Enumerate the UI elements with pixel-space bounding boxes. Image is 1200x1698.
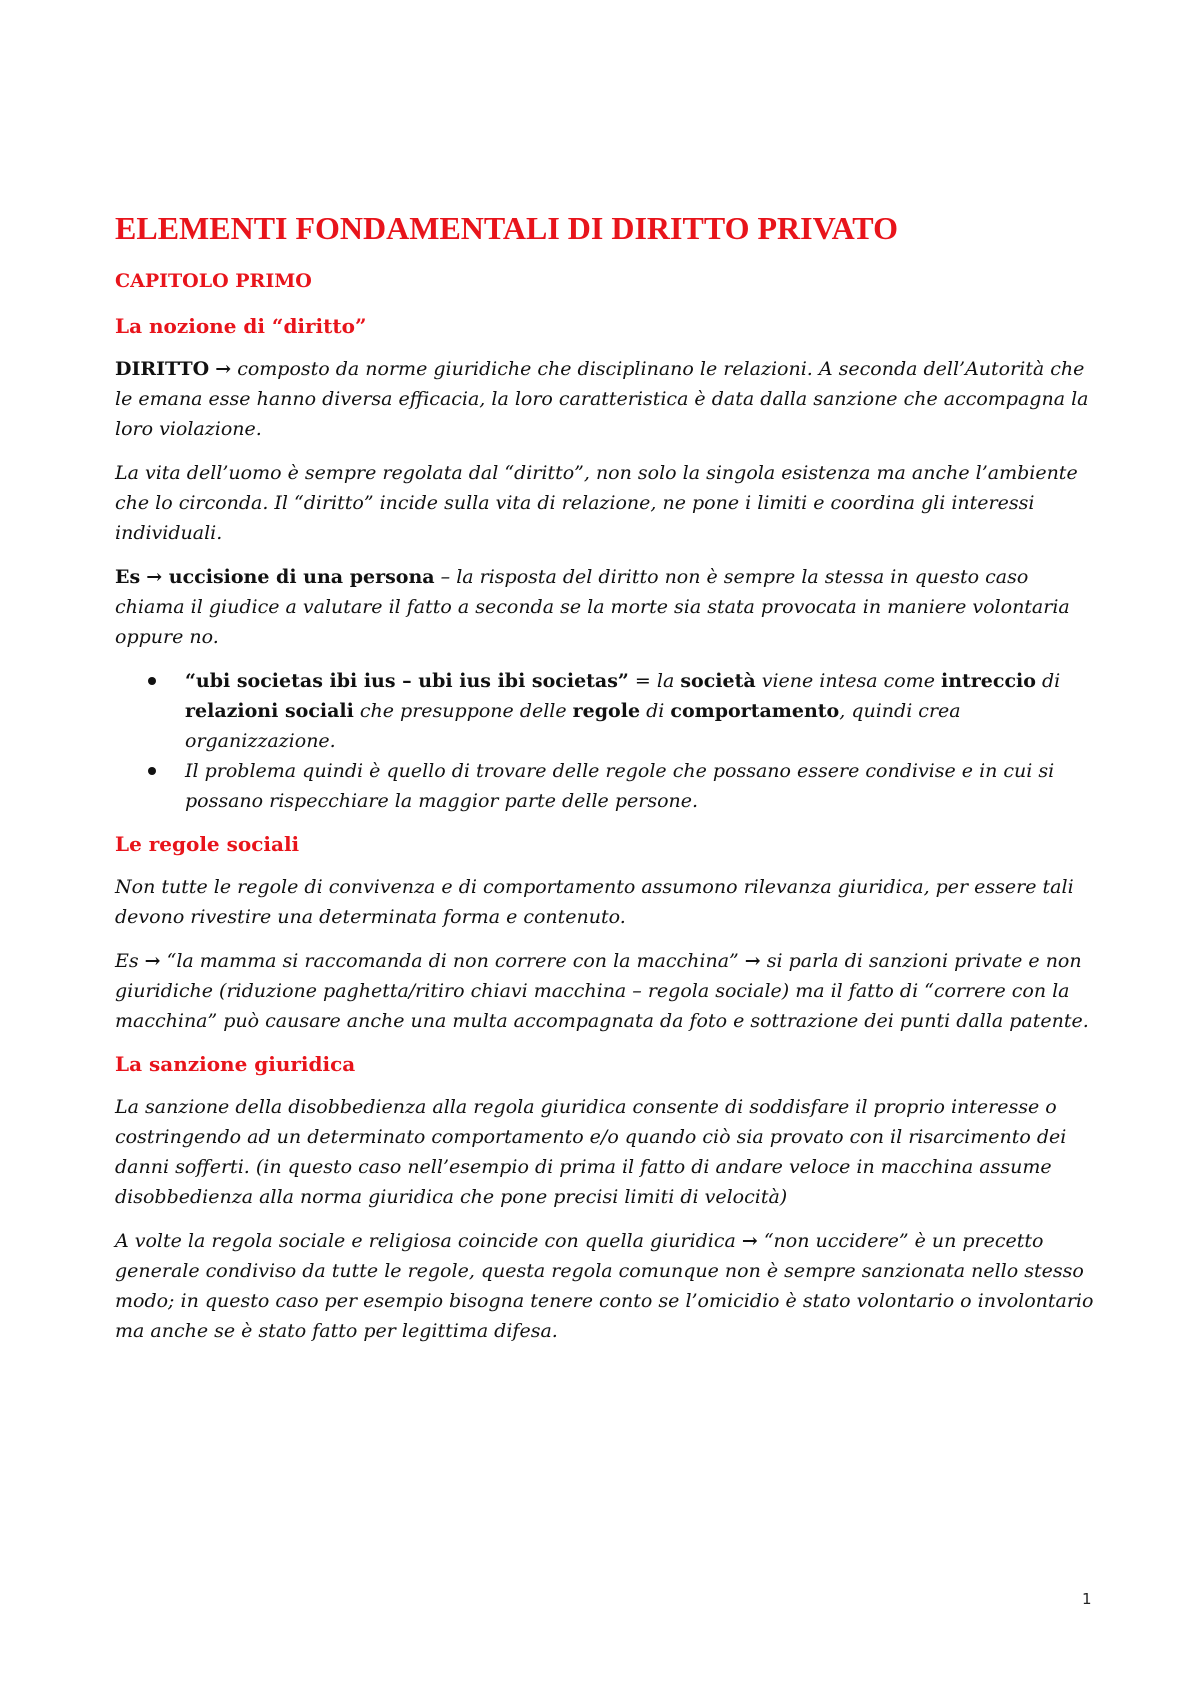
paragraph-sanzione: La sanzione della disobbedienza alla regola giuridica consente di soddisfare il proprio interesse o costringendo ad un determinato comportamento e/o quando ciò sia provato con il risarcimento dei danni sofferti. (in questo caso nell’esempio di prima il fatto di andare veloce in macchina assume disobbedienza alla norma giuridica che pone precisi limiti di velocità) [115,1096,1067,1208]
arrow-icon: → [215,358,232,380]
esempio-text: – la risposta del diritto non è sempre la stessa in questo caso chiama il giudice a valutare il fatto a seconda se la morte sia stata provocata in maniere volontaria oppure no. [115,566,1070,648]
bullet-dot-icon [148,677,156,685]
arrow-icon: → [741,1230,758,1252]
text-span: si parla di sanzioni private e non giuridiche (riduzione paghetta/ritiro chiavi macchina – regola sociale) ma il fatto di “correre con la macchina” può causare anche una multa accompagnata da foto e sottrazione dei punti dalla patente. [115,950,1089,1032]
chapter-heading: CAPITOLO PRIMO [115,270,312,292]
text-span: “non uccidere” è un precetto generale condiviso da tutte le regole, questa regola comunque non è sempre sanzionata nello stesso modo; in questo caso per esempio bisogna tenere conto se l’omicidio è stato volontario o involontario ma anche se è stato fatto per legittima difesa. [115,1230,1094,1342]
latin-maxim: “ubi societas ibi ius – ubi ius ibi societas” [185,670,629,692]
paragraph-non-uccidere [115,1226,1095,1346]
bullet-list [115,666,1095,816]
paragraph-regole-convivenza: Non tutte le regole di convivenza e di comportamento assumono rilevanza giuridica, per essere tali devono rivestire una determinata forma e contenuto. [115,876,1074,928]
es-label: Es [115,566,141,588]
section-heading-sanzione-giuridica: La sanzione giuridica [115,1052,356,1076]
section-heading-nozione-diritto: La nozione di “diritto” [115,314,367,338]
term-diritto: DIRITTO [115,358,210,380]
arrow-icon: → [144,950,161,972]
bullet-text: Il problema quindi è quello di trovare delle regole che possano essere condivise e in cui si possano rispecchiare la maggior parte delle persone. [185,760,1055,812]
text-span: che presuppone delle [353,700,573,722]
paragraph-esempio-uccisione [115,562,1095,652]
page-number: 1 [1082,1590,1092,1608]
arrow-icon: → [146,566,163,588]
text-span: , quindi crea organizzazione. [185,700,961,752]
definition-text: composto da norme giuridiche che disciplinano le relazioni. A seconda dell’Autorità che le emana esse hanno diversa efficacia, la loro caratteristica è data dalla sanzione che accompagna la loro violazione. [115,358,1089,440]
text-span: Es [115,950,145,972]
arrow-icon: → [744,950,761,972]
paragraph-esempio-mamma [115,946,1095,1036]
text-span: “la mamma si raccomanda di non correre con la macchina” [160,950,745,972]
text-span: di [640,700,671,722]
bold-span: intreccio [940,670,1036,692]
list-item [185,756,1095,816]
bold-uccisione: uccisione di una persona [162,566,435,588]
paragraph-vita-uomo: La vita dell’uomo è sempre regolata dal “diritto”, non solo la singola esistenza ma anche l’ambiente che lo circonda. Il “diritto” incide sulla vita di relazione, ne pone i limiti e coordina gli interessi individuali. [115,462,1078,544]
text-span: A volte la regola sociale e religiosa coincide con quella giuridica [115,1230,742,1252]
document-title: ELEMENTI FONDAMENTALI DI DIRITTO PRIVATO [115,210,898,246]
bold-span: società [680,670,756,692]
paragraph-diritto-definition [115,354,1095,444]
bullet-dot-icon [148,767,156,775]
bold-span: comportamento [670,700,840,722]
list-item [185,666,1095,756]
text-span: = la [628,670,681,692]
bold-span: regole [572,700,641,722]
text-span: di [1035,670,1061,692]
section-heading-regole-sociali: Le regole sociali [115,832,300,856]
text-span: viene intesa come [755,670,941,692]
bold-span: relazioni sociali [185,700,354,722]
document-body [115,208,1095,1360]
